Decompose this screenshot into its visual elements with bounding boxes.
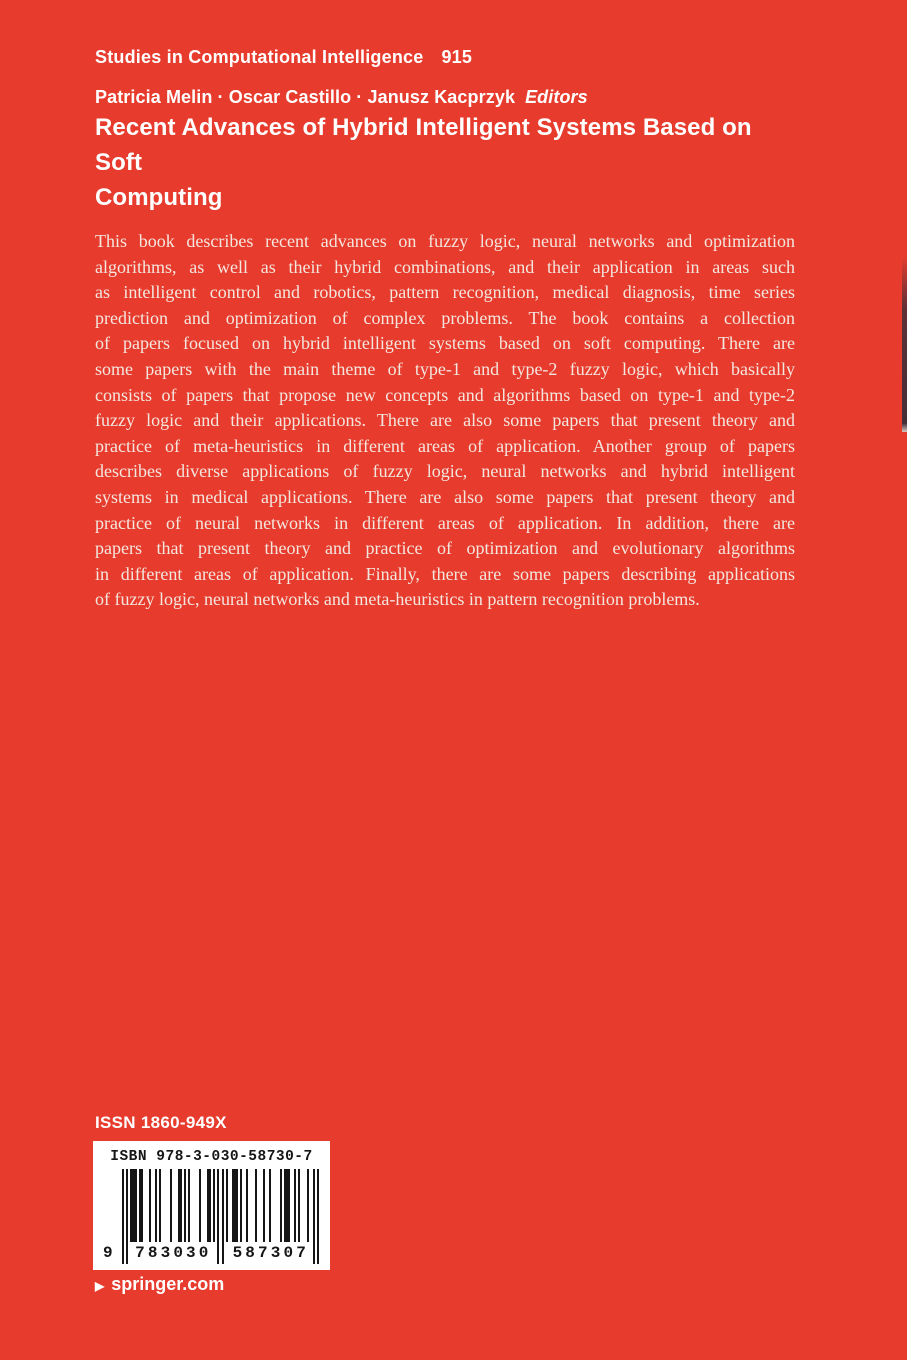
book-title — [95, 110, 785, 215]
ean-digit: 8 — [147, 1244, 158, 1262]
book-blurb — [95, 229, 795, 613]
barcode-bar — [178, 1169, 182, 1242]
barcode-bar — [298, 1169, 300, 1242]
book-title-line2: Computing — [95, 184, 223, 211]
ean-digit-group-left — [128, 1242, 215, 1264]
issn-text: ISSN 1860-949X — [95, 1113, 227, 1132]
blurb-line: of fuzzy logic, neural networks and meta-heuristics in pattern recognition problems. — [95, 589, 700, 610]
barcode-bar — [284, 1169, 290, 1242]
series-number: 915 — [441, 47, 473, 67]
barcode-bar — [232, 1169, 238, 1242]
barcode-bar — [307, 1169, 309, 1242]
editors-label: Editors — [525, 87, 588, 107]
blurb-line: describes diverse applications of fuzzy logic, neural networks and hybrid intelligent — [95, 461, 795, 482]
barcode-bars — [122, 1169, 319, 1264]
barcode-bar — [207, 1169, 211, 1242]
blurb-line: practice of meta-heuristics in different areas of application. Another group of papers — [95, 435, 795, 456]
barcode-bar — [155, 1169, 157, 1242]
series-name: Studies in Computational Intelligence — [95, 47, 424, 67]
ean-digit-group-right — [226, 1242, 313, 1264]
barcode-bar — [317, 1169, 319, 1264]
barcode-bar — [213, 1169, 215, 1242]
barcode-bar — [226, 1169, 228, 1242]
blurb-line: systems in medical applications. There are also some papers that present theory and — [95, 486, 795, 507]
blurb-line: papers that present theory and practice of optimization and evolutionary algorithms — [95, 538, 795, 559]
blurb-line: This book describes recent advances on fuzzy logic, neural networks and optimization — [95, 231, 795, 251]
barcode-bar — [269, 1169, 271, 1242]
ean-digit: 7 — [296, 1244, 306, 1262]
ean-digit: 0 — [198, 1244, 209, 1262]
barcode-bar — [159, 1169, 161, 1242]
barcode-bar — [263, 1169, 265, 1242]
ean-digit: 8 — [245, 1244, 255, 1262]
ean-digit: 3 — [186, 1244, 196, 1262]
barcode-bar — [126, 1169, 128, 1264]
isbn-barcode-box — [93, 1141, 330, 1270]
barcode-bar — [246, 1169, 248, 1242]
springer-link[interactable] — [95, 1274, 224, 1295]
ean-digit: 5 — [232, 1244, 243, 1262]
barcode-bar — [122, 1169, 124, 1264]
blurb-line: consists of papers that propose new concepts and algorithms based on type-1 and type-2 — [95, 384, 795, 405]
barcode-bar — [255, 1169, 257, 1242]
barcode-bar — [280, 1169, 282, 1242]
blurb-line: fuzzy logic and their applications. There are also some papers that present theory and — [95, 410, 795, 431]
barcode-bar — [149, 1169, 151, 1242]
ean-digit: 7 — [135, 1244, 145, 1262]
ean-digit: 7 — [258, 1244, 268, 1262]
isbn-text: ISBN 978-3-030-58730-7 — [110, 1149, 313, 1165]
blurb-line: in different areas of application. Finally, there are some papers describing applications — [95, 563, 795, 584]
barcode-bar — [184, 1169, 186, 1242]
blurb-line: of papers focused on hybrid intelligent systems based on soft computing. There are — [95, 333, 795, 354]
barcode-bar — [217, 1169, 219, 1264]
barcode-bar — [222, 1169, 224, 1264]
book-title-line1: Recent Advances of Hybrid Intelligent Systems Based on Soft — [95, 114, 752, 176]
blurb-line: algorithms, as well as their hybrid combinations, and their application in areas such — [95, 256, 795, 277]
ean-digit: 0 — [173, 1244, 183, 1262]
scan-artifact — [902, 256, 907, 432]
barcode-bar — [188, 1169, 190, 1242]
barcode-bar — [139, 1169, 143, 1242]
barcode-bar — [199, 1169, 201, 1242]
editors-line — [95, 87, 588, 108]
barcode-bar — [294, 1169, 296, 1242]
barcode-bar — [240, 1169, 242, 1242]
blurb-line: as intelligent control and robotics, pattern recognition, medical diagnosis, time series — [95, 282, 795, 303]
ean13-barcode — [103, 1169, 320, 1264]
triangle-icon: ▶ — [95, 1278, 105, 1293]
blurb-line: practice of neural networks in different areas of application. In addition, there are — [95, 512, 795, 533]
ean-lead-digit: 9 — [103, 1244, 113, 1262]
series-line — [95, 47, 472, 68]
barcode-bar — [313, 1169, 315, 1264]
blurb-line: prediction and optimization of complex problems. The book contains a collection — [95, 307, 795, 328]
blurb-line: some papers with the main theme of type-1 and type-2 fuzzy logic, which basically — [95, 358, 795, 379]
ean-digit: 3 — [270, 1244, 281, 1262]
ean-digit: 3 — [160, 1244, 171, 1262]
barcode-bar — [130, 1169, 136, 1242]
barcode-bar — [170, 1169, 172, 1242]
ean-digit: 0 — [283, 1244, 294, 1262]
springer-label: springer.com — [111, 1274, 225, 1294]
editor-names: Patricia Melin · Oscar Castillo · Janusz Kacprzyk — [95, 87, 516, 107]
